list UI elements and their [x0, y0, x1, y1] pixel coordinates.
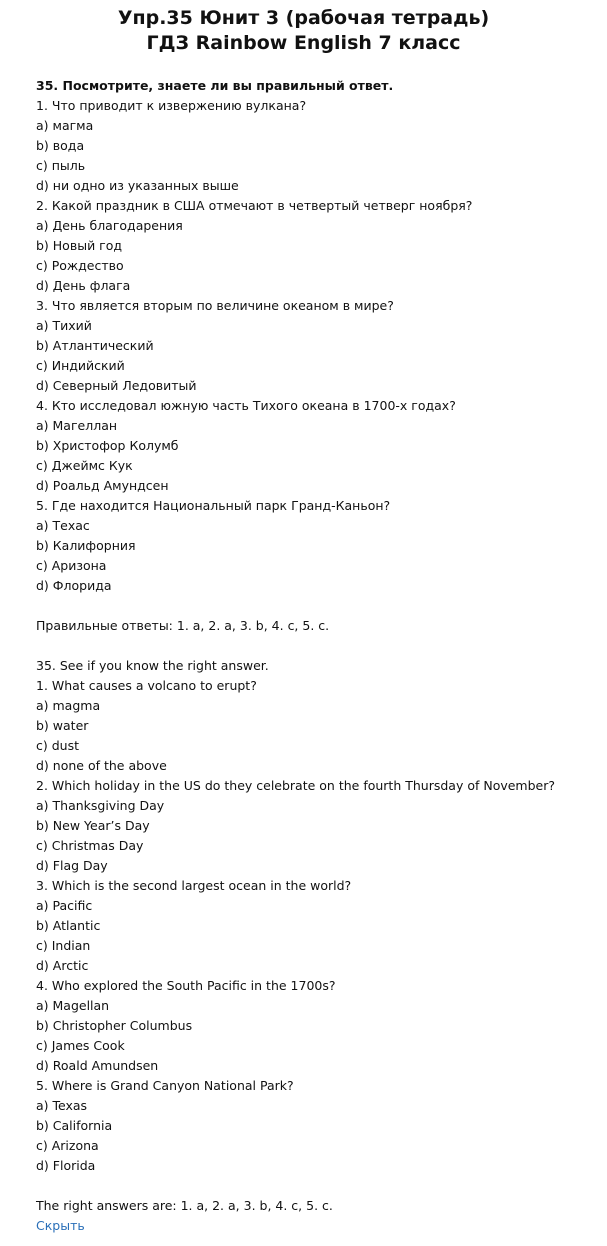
- russian-question: 1. Что приводит к извержению вулкана?: [36, 98, 307, 113]
- spacer: [36, 596, 603, 616]
- russian-answer-option: c) Рождество: [36, 258, 124, 273]
- english-question: 4. Who explored the South Pacific in the 1700s?: [36, 978, 336, 993]
- russian-question: 3. Что является вторым по величине океаном в мире?: [36, 298, 394, 313]
- russian-answer-option: a) магма: [36, 118, 94, 133]
- hide-link[interactable]: Скрыть: [36, 1218, 85, 1233]
- russian-question: 4. Кто исследовал южную часть Тихого океана в 1700-х годах?: [36, 398, 456, 413]
- russian-answer-option: b) Новый год: [36, 238, 123, 253]
- russian-answer-option: d) Роальд Амундсен: [36, 478, 169, 493]
- russian-answers: Правильные ответы: 1. a, 2. a, 3. b, 4. c, 5. c.: [36, 618, 330, 633]
- english-answer-option: c) James Cook: [36, 1038, 125, 1053]
- english-answer-option: b) water: [36, 718, 89, 733]
- russian-answer-option: c) Джеймс Кук: [36, 458, 133, 473]
- english-answer-option: c) Indian: [36, 938, 91, 953]
- russian-answer-option: b) Калифорния: [36, 538, 136, 553]
- english-answers: The right answers are: 1. a, 2. a, 3. b, 4. c, 5. c.: [36, 1198, 333, 1213]
- russian-answer-option: c) Аризона: [36, 558, 107, 573]
- russian-answer-option: b) вода: [36, 138, 85, 153]
- english-answer-option: a) Texas: [36, 1098, 88, 1113]
- english-answer-option: b) New Year’s Day: [36, 818, 150, 833]
- english-answer-option: b) Christopher Columbus: [36, 1018, 193, 1033]
- page-title-line-2: ГДЗ Rainbow English 7 класс: [146, 32, 461, 54]
- english-answer-option: c) Christmas Day: [36, 838, 144, 853]
- russian-answer-option: c) пыль: [36, 158, 86, 173]
- english-question: 5. Where is Grand Canyon National Park?: [36, 1078, 294, 1093]
- english-answer-option: b) Atlantic: [36, 918, 101, 933]
- english-answer-option: d) Florida: [36, 1158, 96, 1173]
- russian-exercise-heading: 35. Посмотрите, знаете ли вы правильный ответ.: [36, 78, 394, 93]
- russian-answer-option: b) Атлантический: [36, 338, 154, 353]
- english-answer-option: a) magma: [36, 698, 101, 713]
- page-title: [0, 0, 607, 56]
- english-answer-option: d) Roald Amundsen: [36, 1058, 159, 1073]
- english-answer-option: d) Arctic: [36, 958, 89, 973]
- english-answer-option: c) Arizona: [36, 1138, 99, 1153]
- page-title-line-1: Упр.35 Юнит 3 (рабочая тетрадь): [117, 7, 490, 29]
- russian-question: 5. Где находится Национальный парк Гранд-Каньон?: [36, 498, 391, 513]
- russian-answer-option: a) День благодарения: [36, 218, 183, 233]
- russian-answer-option: a) Магеллан: [36, 418, 118, 433]
- spacer: [36, 636, 603, 656]
- russian-answer-option: d) ни одно из указанных выше: [36, 178, 239, 193]
- english-answer-option: d) Flag Day: [36, 858, 108, 873]
- english-answer-option: a) Magellan: [36, 998, 110, 1013]
- english-answer-option: a) Thanksgiving Day: [36, 798, 165, 813]
- russian-answer-option: d) Флорида: [36, 578, 112, 593]
- russian-answer-option: b) Христофор Колумб: [36, 438, 179, 453]
- russian-answer-option: d) Северный Ледовитый: [36, 378, 197, 393]
- english-question-list: [36, 676, 603, 1176]
- english-answer-option: c) dust: [36, 738, 79, 753]
- english-answer-option: a) Pacific: [36, 898, 93, 913]
- english-exercise-heading: 35. See if you know the right answer.: [36, 658, 269, 673]
- russian-answer-option: a) Техас: [36, 518, 90, 533]
- spacer: [36, 1176, 603, 1196]
- english-answer-option: d) none of the above: [36, 758, 167, 773]
- english-question: 3. Which is the second largest ocean in the world?: [36, 878, 352, 893]
- exercise-content: [36, 76, 603, 1236]
- english-answer-option: b) California: [36, 1118, 113, 1133]
- russian-answer-option: c) Индийский: [36, 358, 125, 373]
- english-question: 1. What causes a volcano to erupt?: [36, 678, 257, 693]
- russian-answer-option: a) Тихий: [36, 318, 92, 333]
- russian-question: 2. Какой праздник в США отмечают в четвертый четверг ноября?: [36, 198, 473, 213]
- english-question: 2. Which holiday in the US do they celebrate on the fourth Thursday of November?: [36, 778, 556, 793]
- russian-question-list: [36, 96, 603, 596]
- russian-answer-option: d) День флага: [36, 278, 131, 293]
